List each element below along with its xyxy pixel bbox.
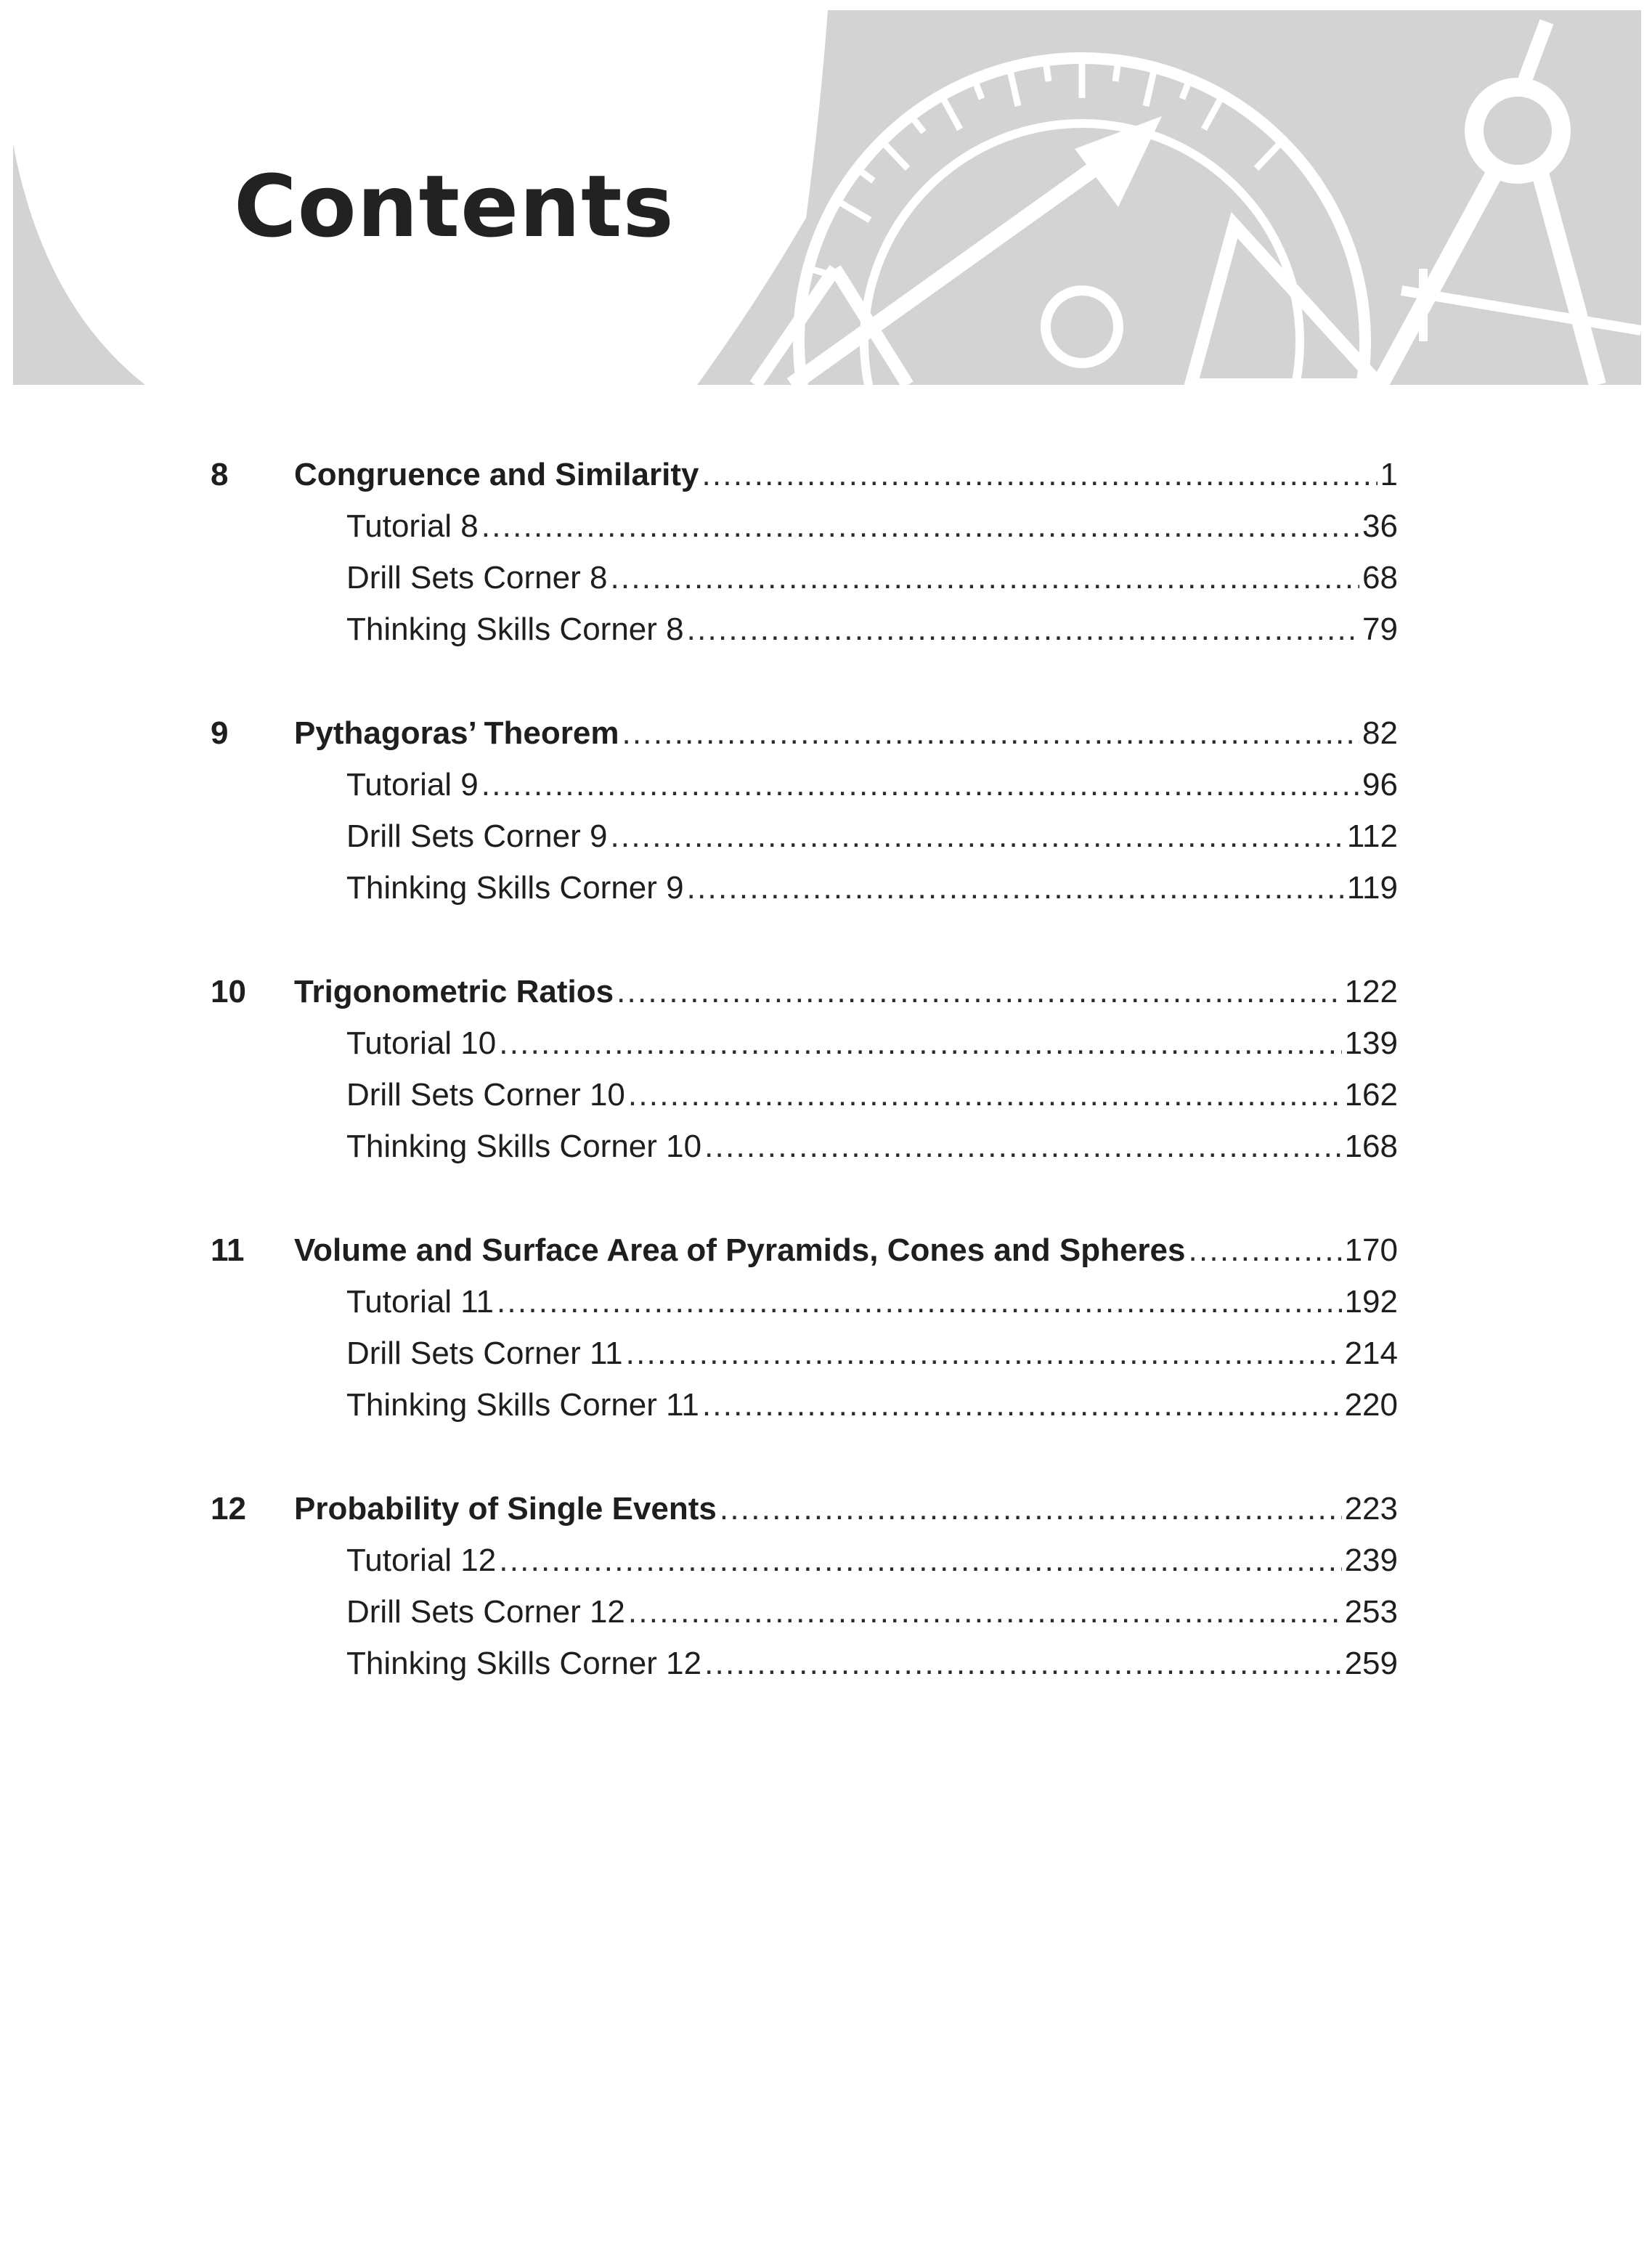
section-title[interactable]: Thinking Skills Corner 8 [346,611,684,647]
dot-leader [628,1586,1342,1638]
page-number: 162 [1344,1077,1398,1113]
section-title[interactable]: Thinking Skills Corner 9 [346,870,684,906]
page-number: 214 [1344,1336,1398,1371]
toc-section-row[interactable] [211,1017,1398,1069]
toc-chapter [211,966,1398,1172]
toc-section-row[interactable] [211,1534,1398,1586]
chapter-title[interactable]: Trigonometric Ratios [294,974,614,1009]
section-title[interactable]: Tutorial 9 [346,767,479,802]
dot-leader [702,1379,1342,1431]
toc-chapter-row[interactable] [211,1483,1398,1534]
dot-leader [720,1483,1342,1534]
toc-section-row[interactable] [211,862,1398,914]
page-number: 192 [1344,1284,1398,1320]
toc-chapter [211,1224,1398,1431]
page-number: 253 [1344,1594,1398,1630]
chapter-number: 10 [211,974,246,1009]
page-number: 239 [1344,1542,1398,1578]
dot-leader [704,1638,1341,1689]
chapter-number: 9 [211,715,229,751]
page-number: 170 [1344,1232,1398,1268]
page-number: 220 [1344,1387,1398,1423]
dot-leader [1189,1224,1342,1276]
toc-section-row[interactable] [211,1328,1398,1379]
toc-section-row[interactable] [211,1121,1398,1172]
dot-leader [610,552,1359,603]
dot-leader [499,1017,1341,1069]
page-number: 139 [1344,1025,1398,1061]
dot-leader [687,603,1359,655]
dot-leader [628,1069,1342,1121]
section-title[interactable]: Tutorial 8 [346,508,479,544]
dot-leader [481,500,1359,552]
toc-chapter-row[interactable] [211,449,1398,500]
toc-section-row[interactable] [211,552,1398,603]
dot-leader [497,1276,1342,1328]
page-number: 96 [1362,767,1398,802]
chapter-title[interactable]: Pythagoras’ Theorem [294,715,619,751]
chapter-title[interactable]: Volume and Surface Area of Pyramids, Cones and Spheres [294,1232,1186,1268]
toc-section-row[interactable] [211,1069,1398,1121]
chapter-number: 11 [211,1232,245,1268]
toc-section-row[interactable] [211,759,1398,810]
chapter-number: 12 [211,1491,246,1527]
section-title[interactable]: Drill Sets Corner 8 [346,560,608,595]
toc-section-row[interactable] [211,1638,1398,1689]
toc-chapter-row[interactable] [211,707,1398,759]
chapter-title[interactable]: Congruence and Similarity [294,457,699,492]
section-title[interactable]: Thinking Skills Corner 12 [346,1646,702,1681]
section-title[interactable]: Drill Sets Corner 10 [346,1077,625,1113]
toc-section-row[interactable] [211,603,1398,655]
section-title[interactable]: Tutorial 12 [346,1542,497,1578]
page-number: 79 [1362,611,1398,647]
page-number: 122 [1344,974,1398,1009]
toc-section-row[interactable] [211,1276,1398,1328]
toc-chapter-row[interactable] [211,1224,1398,1276]
section-title[interactable]: Drill Sets Corner 12 [346,1594,625,1630]
dot-leader [626,1328,1342,1379]
page-number: 36 [1362,508,1398,544]
dot-leader [704,1121,1341,1172]
toc-section-row[interactable] [211,1586,1398,1638]
page-number: 168 [1344,1129,1398,1164]
page-number: 112 [1346,818,1398,854]
table-of-contents [211,449,1398,1741]
dot-leader [481,759,1359,810]
corner-arc-shape [13,144,145,385]
toc-chapter [211,449,1398,655]
toc-section-row[interactable] [211,810,1398,862]
toc-chapter [211,707,1398,914]
page-number: 223 [1344,1491,1398,1527]
toc-section-row[interactable] [211,500,1398,552]
section-title[interactable]: Thinking Skills Corner 11 [346,1387,699,1423]
section-title[interactable]: Thinking Skills Corner 10 [346,1129,702,1164]
dot-leader [610,810,1343,862]
section-title[interactable]: Drill Sets Corner 11 [346,1336,623,1371]
page-number: 68 [1362,560,1398,595]
page-number: 259 [1344,1646,1398,1681]
dot-leader [701,449,1377,500]
dot-leader [499,1534,1341,1586]
section-title[interactable]: Tutorial 11 [346,1284,494,1320]
page-number: 1 [1380,457,1398,492]
toc-section-row[interactable] [211,1379,1398,1431]
section-title[interactable]: Drill Sets Corner 9 [346,818,608,854]
page-title: Contents [234,156,675,256]
chapter-title[interactable]: Probability of Single Events [294,1491,717,1527]
chapter-number: 8 [211,457,229,492]
toc-chapter-row[interactable] [211,966,1398,1017]
dot-leader [622,707,1359,759]
section-title[interactable]: Tutorial 10 [346,1025,497,1061]
page-number: 119 [1346,870,1398,906]
page-number: 82 [1362,715,1398,751]
dot-leader [617,966,1342,1017]
dot-leader [687,862,1344,914]
toc-chapter [211,1483,1398,1689]
